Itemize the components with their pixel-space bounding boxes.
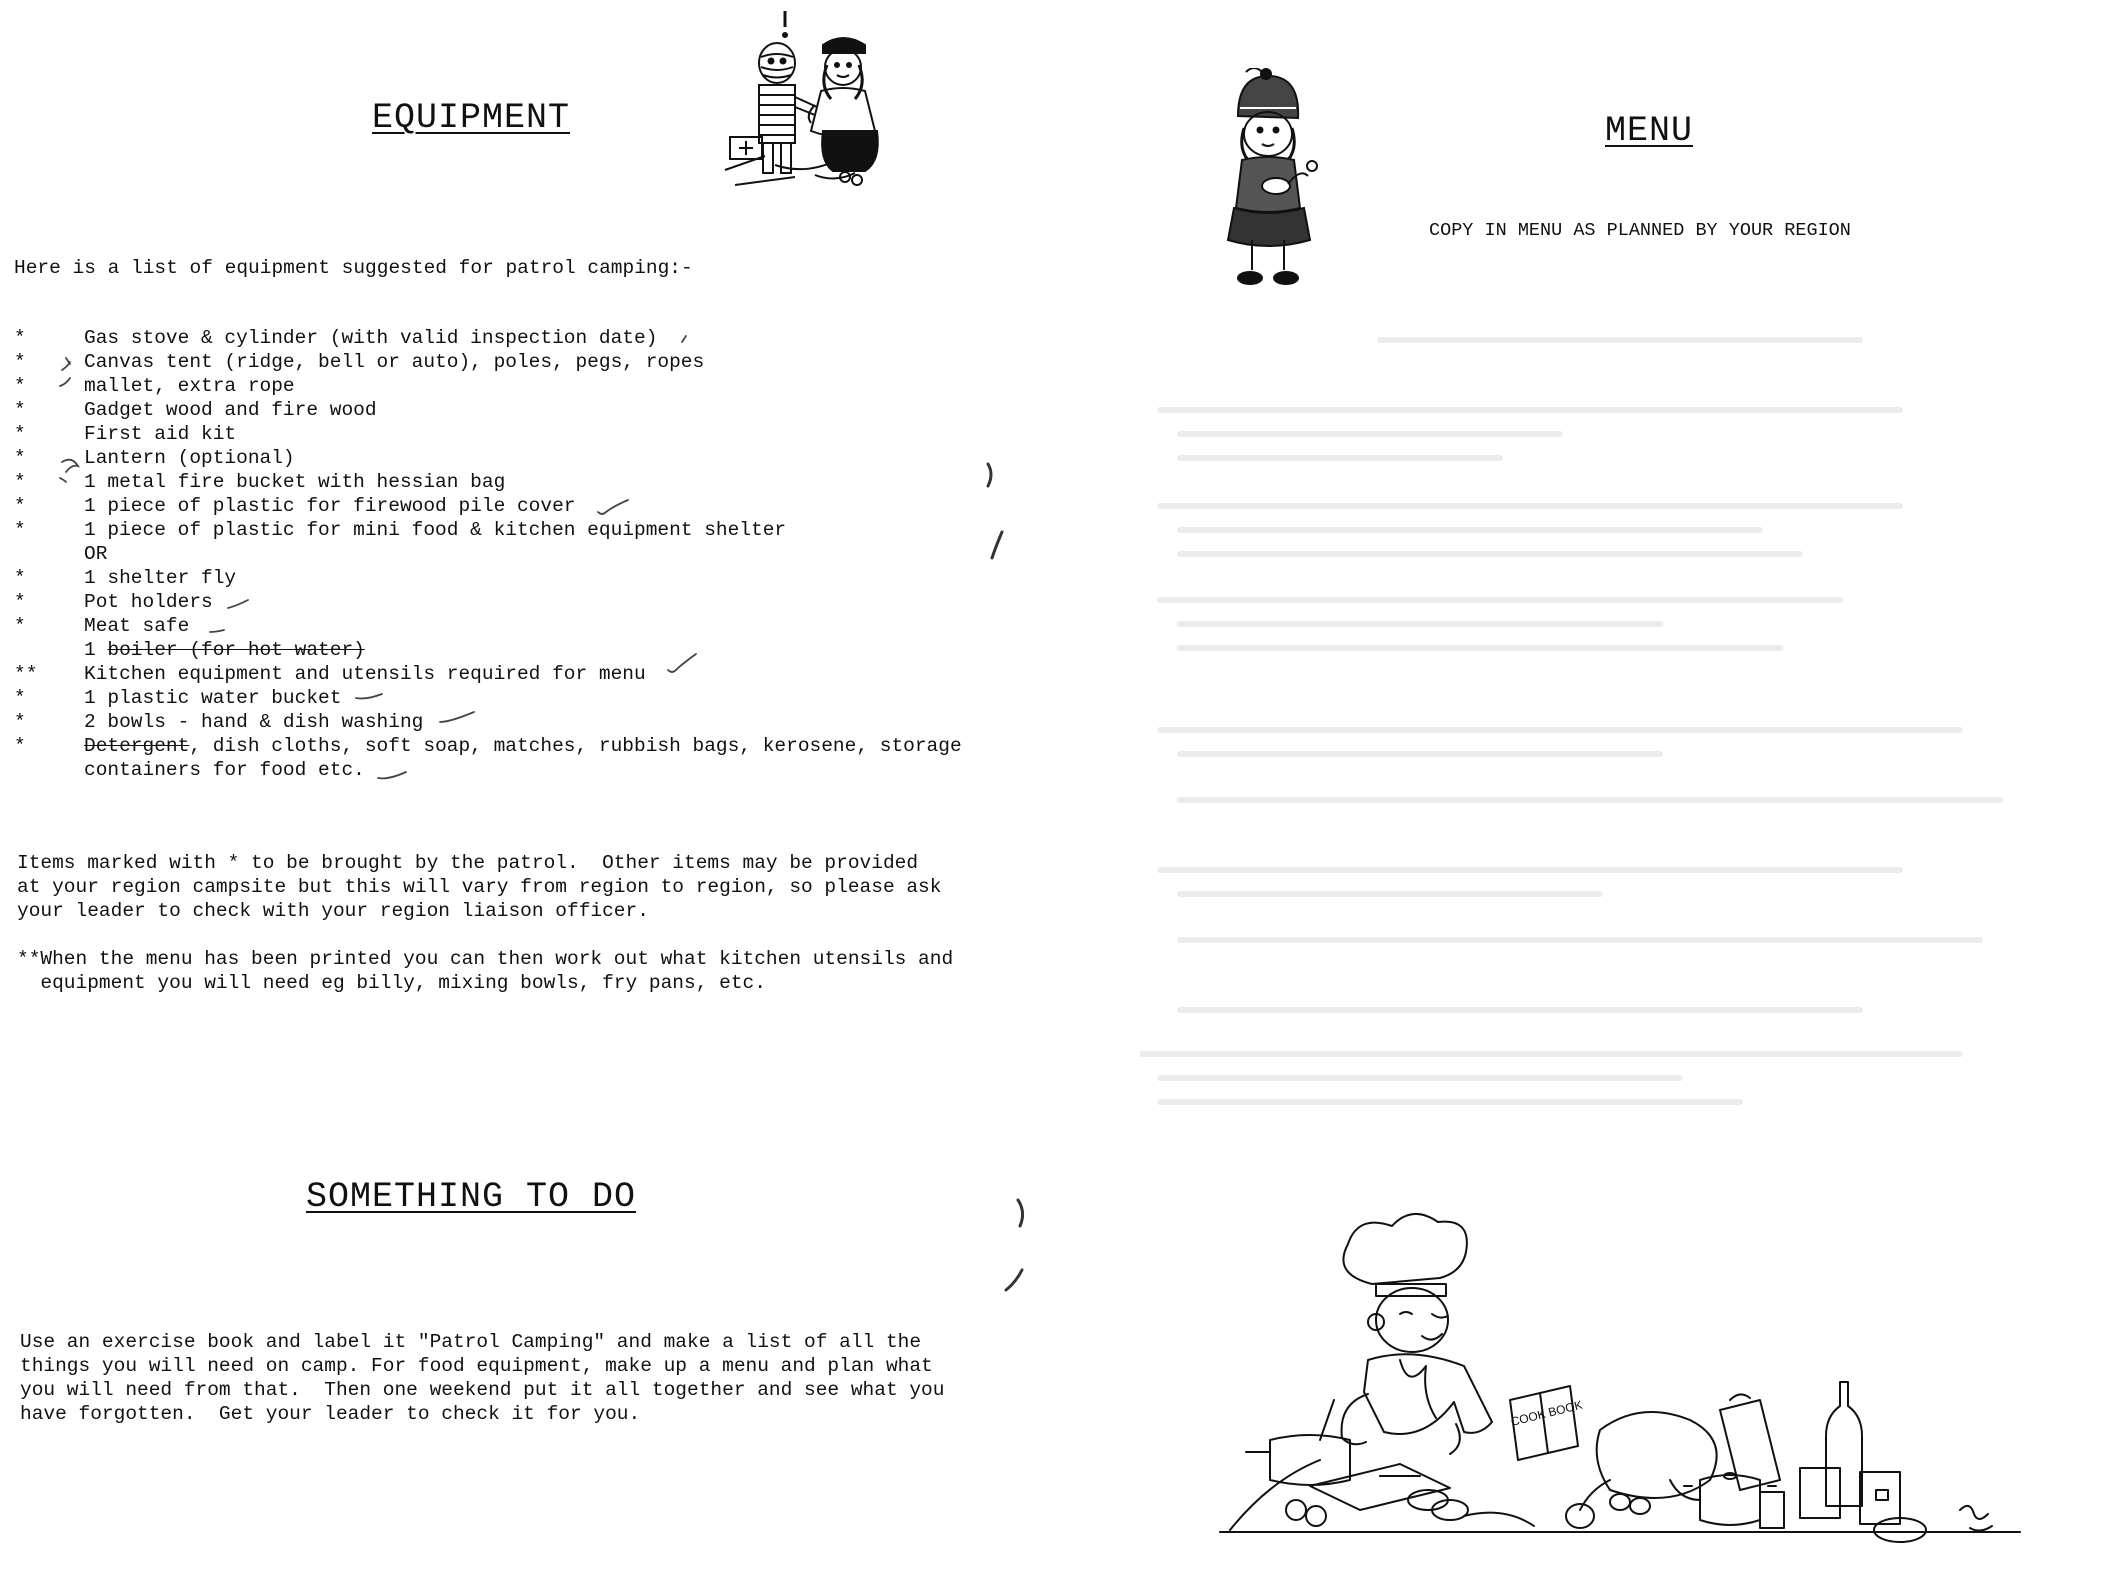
item-text: mallet, extra rope [84, 375, 295, 397]
equipment-page [0, 0, 1000, 1577]
item-mark: * [14, 519, 26, 541]
menu-page [1000, 0, 2113, 1577]
item-text: 1 metal fire bucket with hessian bag [84, 471, 506, 493]
item-mark: * [14, 471, 26, 493]
item-mark: * [14, 591, 26, 613]
item-text-prefix: 1 [84, 639, 108, 661]
check-marks-icon [0, 0, 1000, 800]
item-mark: * [14, 375, 26, 397]
item-mark: ** [14, 663, 38, 685]
list-item-continuation: containers for food etc. [84, 759, 365, 781]
item-mark: * [14, 495, 26, 517]
menu-note: **When the menu has been printed you can then work out what kitchen utensils and equipment you will need eg billy, mixing bowls, fry pans, etc. [17, 948, 954, 994]
item-text: 1 piece of plastic for firewood pile cover [84, 495, 576, 517]
equipment-intro: Here is a list of equipment suggested for patrol camping:- [14, 257, 693, 279]
something-to-do-title: SOMETHING TO DO [306, 1177, 637, 1217]
item-text: Canvas tent (ridge, bell or auto), poles, pegs, ropes [84, 351, 705, 373]
item-text: Pot holders [84, 591, 213, 613]
item-mark: * [14, 423, 26, 445]
something-to-do-body: Use an exercise book and label it "Patrol Camping" and make a list of all the things you will need on camp. For food equipment, make up a menu and plan what you will need from that. Then one weekend put it all together and see what you have forgotten. Get your leader to check it for you. [20, 1331, 945, 1425]
cookbook-text: COOK BOOK [1509, 1397, 1584, 1429]
girl-guide-cartoon [1210, 68, 1325, 298]
chef-cooking-cartoon [1200, 1210, 2080, 1560]
struck-text: boiler (for hot water) [107, 639, 365, 661]
item-mark: * [14, 615, 26, 637]
item-mark: * [14, 351, 26, 373]
menu-title: MENU [1605, 111, 1694, 151]
item-text: Kitchen equipment and utensils required for menu [84, 663, 646, 685]
item-text: OR [84, 543, 108, 565]
equipment-title: EQUIPMENT [372, 98, 571, 138]
item-text: 1 piece of plastic for mini food & kitchen equipment shelter [84, 519, 787, 541]
patrol-note: Items marked with * to be brought by the patrol. Other items may be provided at your region campsite but this will vary from region to region, so please ask your leader to check with your region liaison officer. [17, 852, 942, 922]
item-text: Lantern (optional) [84, 447, 295, 469]
item-mark: * [14, 711, 26, 733]
struck-text: Detergent [84, 735, 190, 757]
item-mark: * [14, 399, 26, 421]
item-text: 2 bowls - hand & dish washing [84, 711, 424, 733]
item-text: 1 plastic water bucket [84, 687, 342, 709]
item-mark: * [14, 447, 26, 469]
item-mark: * [14, 687, 26, 709]
item-text: 1 shelter fly [84, 567, 237, 589]
show-through-background [1140, 330, 2100, 1230]
item-text: First aid kit [84, 423, 237, 445]
item-text: Gas stove & cylinder (with valid inspection date) [84, 327, 658, 349]
item-text: , dish cloths, soft soap, matches, rubbish bags, kerosene, storage [189, 735, 962, 757]
item-mark: * [14, 567, 26, 589]
item-text: Meat safe [84, 615, 190, 637]
menu-instruction: COPY IN MENU AS PLANNED BY YOUR REGION [1429, 220, 1851, 241]
item-mark: * [14, 327, 26, 349]
item-mark: * [14, 735, 26, 757]
item-text: Gadget wood and fire wood [84, 399, 377, 421]
